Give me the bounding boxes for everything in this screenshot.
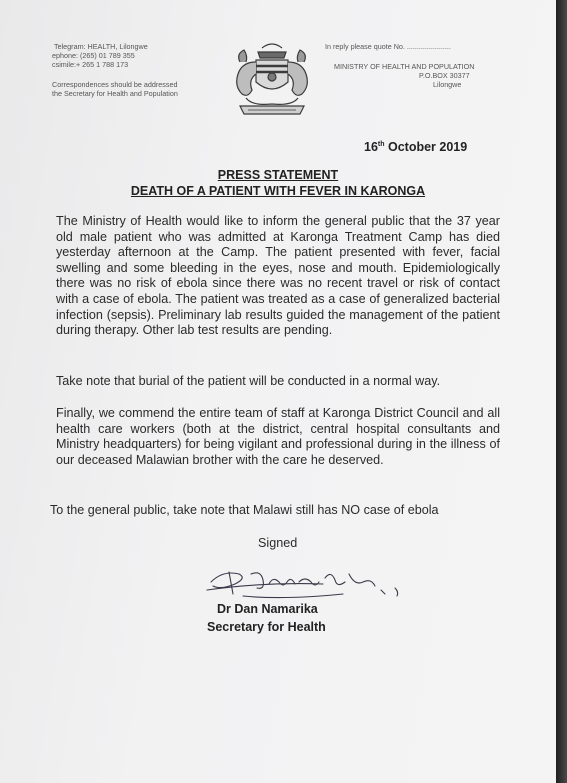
paragraph-public-notice: To the general public, take note that Malawi still has NO case of ebola <box>50 503 439 517</box>
statement-date <box>364 140 467 154</box>
facsimile-line: csimile:+ 265 1 788 173 <box>52 60 129 69</box>
telephone-line: ephone: (265) 01 789 355 <box>52 51 135 60</box>
signed-label: Signed <box>258 536 298 550</box>
signatory-position: Secretary for Health <box>207 620 326 634</box>
paragraph-burial-note: Take note that burial of the patient will be conducted in a normal way. <box>56 374 441 388</box>
document-subtitle: DEATH OF A PATIENT WITH FEVER IN KARONGA <box>130 184 426 198</box>
telegram-line: Telegram: HEALTH, Lilongwe <box>54 42 148 51</box>
document-title: PRESS STATEMENT <box>217 168 339 182</box>
paragraph-patient-details: The Ministry of Health would like to inform the general public that the 37 year old male patient who was admitted at Karonga Treatment Camp has died yesterday afternoon at the Camp. The patient presented with fever, facial swelling and some bleeding in the eyes, nose and mouth. Epidemiologically there was no risk of ebola since there was no recent travel or risk of contact with a case of ebola. The patient was treated as a case of generalized bacterial infection (sepsis). Preliminary lab results guided the management of the patient during therapy. Other lab test results are pending. <box>56 214 500 338</box>
po-box: P.O.BOX 30377 <box>419 71 470 80</box>
ministry-name: MINISTRY OF HEALTH AND POPULATION <box>334 62 475 71</box>
malawi-coat-of-arms-icon <box>222 40 322 120</box>
reply-reference-line: In reply please quote No. ...................... <box>325 42 451 51</box>
date-day: 16 <box>364 140 378 154</box>
correspondence-line-2: the Secretary for Health and Population <box>52 89 178 98</box>
date-suffix: th <box>377 140 385 148</box>
date-month-year: October 2019 <box>388 140 468 154</box>
signatory-name: Dr Dan Namarika <box>217 602 318 616</box>
page-edge-shadow <box>556 0 567 783</box>
correspondence-line-1: Correspondences should be addressed <box>52 80 178 89</box>
city-line: Lilongwe <box>433 80 462 89</box>
paragraph-commendation: Finally, we commend the entire team of staff at Karonga District Council and all health care workers (both at the district, central hospital consultants and Ministry headquarters) for being vigilant and professional during in the illness of our deceased Malawian brother with the care he deserved. <box>56 406 500 467</box>
